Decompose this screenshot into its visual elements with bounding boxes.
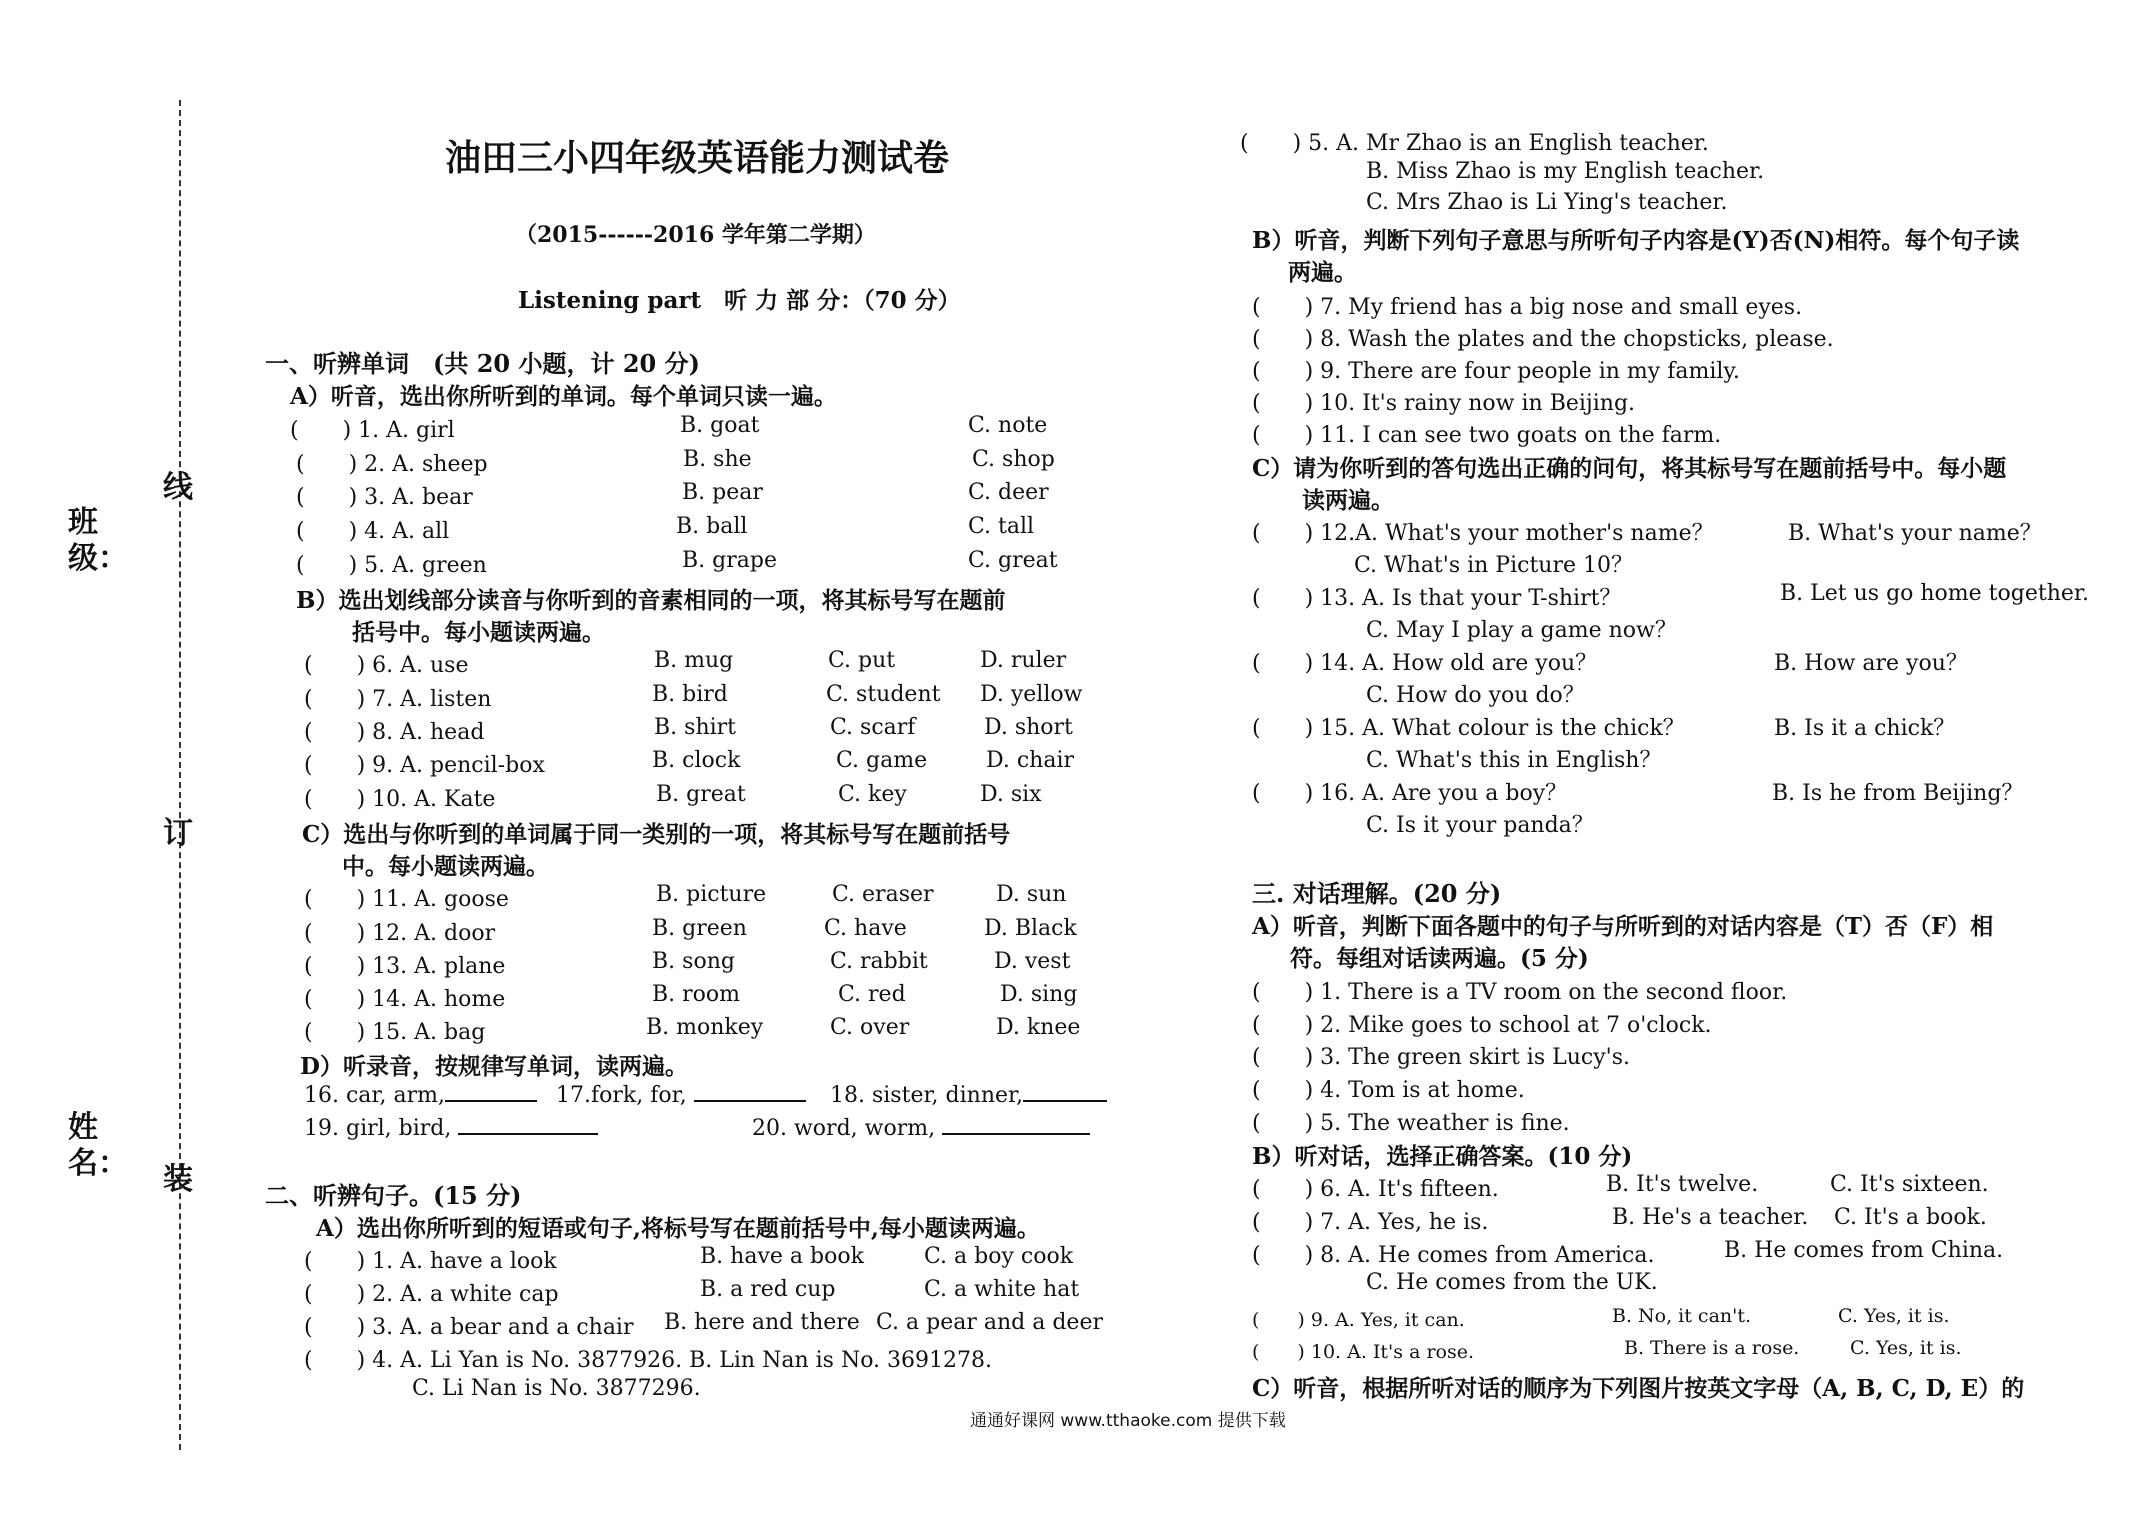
option-c: C. red <box>838 982 906 1007</box>
question-11: ( ) 11. A. goose <box>304 887 509 912</box>
section-3a-instruction-cont: 符。每组对话读两遍。(5 分) <box>1290 945 1589 972</box>
option-c: C. What's this in English？ <box>1366 748 1662 773</box>
answer-blank[interactable] <box>1023 1082 1107 1102</box>
page-title: 油田三小四年级英语能力测试卷 <box>445 137 950 179</box>
question-16-text: 16. car, arm, <box>304 1083 445 1108</box>
option-c: C. rabbit <box>830 949 928 974</box>
binding-char-line: 线 <box>163 470 193 505</box>
class-label: 班级： <box>68 505 128 576</box>
question-8: ( ) 8. A. head <box>304 720 485 745</box>
option-d: D. sing <box>1000 982 1078 1007</box>
question-1: ( ) 1. A. have a look <box>304 1249 557 1274</box>
option-b: B. No, it can't. <box>1612 1305 1752 1327</box>
option-b: B. What's your name？ <box>1788 521 2042 546</box>
page-footer: 通通好课网 www.tthaoke.com 提供下载 <box>970 1411 1286 1431</box>
binding-char-order: 订 <box>163 816 193 851</box>
option-c: C. key <box>838 782 907 807</box>
question-14: ( ) 14. A. home <box>304 987 506 1012</box>
question-11: ( ) 11. I can see two goats on the farm. <box>1252 423 1722 448</box>
section-2b-instruction-cont: 两遍。 <box>1288 259 1357 286</box>
option-c: C. What's in Picture 10？ <box>1354 553 1633 578</box>
question-12: ( ) 12.A. What's your mother's name？ <box>1252 521 1714 546</box>
question-20-text: 20. word, worm, <box>752 1116 936 1141</box>
question-2: ( ) 2. Mike goes to school at 7 o'clock. <box>1252 1013 1712 1038</box>
option-c: C. game <box>836 748 928 773</box>
option-c: C. great <box>968 548 1058 573</box>
question-3: ( ) 3. A. bear <box>296 485 473 510</box>
answer-blank[interactable] <box>694 1082 806 1102</box>
section-3a-instruction: A）听音，判断下面各题中的句子与所听到的对话内容是（T）否（F）相 <box>1252 913 1994 940</box>
option-b: B. There is a rose. <box>1624 1337 1800 1359</box>
section-3c-instruction: C）听音，根据所听对话的顺序为下列图片按英文字母（A, B, C, D, E）的 <box>1252 1375 2025 1402</box>
option-b: B. grape <box>682 548 777 573</box>
option-b: B. here and there <box>664 1310 860 1335</box>
option-d: D. yellow <box>980 682 1083 707</box>
option-b: B. picture <box>656 882 767 907</box>
question-7: ( ) 7. My friend has a big nose and small eyes. <box>1252 295 1803 320</box>
question-17-text: 17.fork, for, <box>556 1083 687 1108</box>
option-b: B. great <box>656 782 746 807</box>
question-19 <box>304 1115 598 1141</box>
question-15: ( ) 15. A. bag <box>304 1020 486 1045</box>
question-16: ( ) 16. A. Are you a boy？ <box>1252 781 1568 806</box>
answer-blank[interactable] <box>445 1082 537 1102</box>
question-14: ( ) 14. A. How old are you？ <box>1252 651 1598 676</box>
question-9: ( ) 9. A. Yes, it can. <box>1252 1309 1465 1331</box>
question-1: ( ) 1. A. girl <box>290 418 455 443</box>
option-d: D. ruler <box>980 648 1067 673</box>
answer-blank[interactable] <box>942 1115 1090 1135</box>
section-1-title: 一、听辨单词 (共 20 小题，计 20 分) <box>265 349 700 378</box>
option-d: D. vest <box>994 949 1071 974</box>
option-c: C. May I play a game now？ <box>1366 618 1677 643</box>
option-d: D. six <box>980 782 1042 807</box>
question-15: ( ) 15. A. What colour is the chick？ <box>1252 716 1685 741</box>
name-label: 姓名： <box>68 1110 128 1181</box>
option-b: B. room <box>652 982 741 1007</box>
question-10: ( ) 10. It's rainy now in Beijing. <box>1252 391 1636 416</box>
question-20 <box>752 1115 1090 1141</box>
section-2c-instruction: C）请为你听到的答句选出正确的问句，将其标号写在题前括号中。每小题 <box>1252 455 2007 482</box>
option-c: C. over <box>830 1015 910 1040</box>
section-1a-instruction: A）听音，选出你所听到的单词。每个单词只读一遍。 <box>290 383 837 410</box>
section-2b-instruction: B）听音，判断下列句子意思与所听句子内容是(Y)否(N)相符。每个句子读 <box>1252 227 2020 254</box>
option-d: D. Black <box>984 916 1077 941</box>
option-b: B. bird <box>652 682 728 707</box>
part-heading: Listening part 听 力 部 分：（70 分） <box>518 287 961 314</box>
option-b: B. How are you？ <box>1774 651 1968 676</box>
option-c: C. a boy cook <box>924 1244 1074 1269</box>
question-8: ( ) 8. Wash the plates and the chopsticks, please. <box>1252 327 1834 352</box>
section-2-title: 二、听辨句子。(15 分) <box>265 1181 522 1210</box>
option-c: C. eraser <box>832 882 934 907</box>
question-16 <box>304 1082 537 1108</box>
option-b: B. a red cup <box>700 1277 836 1302</box>
term-subtitle: （2015------2016 学年第二学期） <box>515 222 876 248</box>
option-c: C. It's sixteen. <box>1830 1172 1989 1197</box>
binding-char-bind: 装 <box>163 1162 193 1197</box>
option-b: B. shirt <box>654 715 737 740</box>
section-1c-instruction: C）选出与你听到的单词属于同一类别的一项，将其标号写在题前括号 <box>302 821 1011 848</box>
section-1b-instruction: B）选出划线部分读音与你听到的音素相同的一项，将其标号写在题前 <box>296 587 1006 614</box>
section-1b-instruction-cont: 括号中。每小题读两遍。 <box>352 619 605 646</box>
option-c: C. Is it your panda？ <box>1366 813 1594 838</box>
question-4: ( ) 4. A. all <box>296 519 450 544</box>
option-c: C. tall <box>968 514 1035 539</box>
option-b: B. He comes from China. <box>1724 1238 2004 1263</box>
question-4: ( ) 4. A. Li Yan is No. 3877926. B. Lin Nan is No. 3691278. <box>304 1348 993 1373</box>
option-b: B. green <box>652 916 747 941</box>
option-c: C. Mrs Zhao is Li Ying's teacher. <box>1366 190 1728 215</box>
option-b: B. Is he from Beijing？ <box>1772 781 2024 806</box>
question-7: ( ) 7. A. Yes, he is. <box>1252 1210 1489 1235</box>
question-13: ( ) 13. A. Is that your T-shirt？ <box>1252 586 1622 611</box>
option-b: B. ball <box>676 514 748 539</box>
section-1d-instruction: D）听录音，按规律写单词，读两遍。 <box>300 1053 688 1080</box>
option-c: C. have <box>824 916 907 941</box>
question-18 <box>830 1082 1107 1108</box>
question-5: ( ) 5. A. Mr Zhao is an English teacher. <box>1240 131 1709 156</box>
section-2c-instruction-cont: 读两遍。 <box>1302 487 1394 514</box>
question-7: ( ) 7. A. listen <box>304 687 492 712</box>
option-c: C. deer <box>968 480 1049 505</box>
option-c: C. scarf <box>830 715 916 740</box>
option-b: B. It's twelve. <box>1606 1172 1759 1197</box>
option-d: D. sun <box>996 882 1067 907</box>
option-c: C. shop <box>972 447 1055 472</box>
option-b: B. Miss Zhao is my English teacher. <box>1366 159 1765 184</box>
option-b: B. have a book <box>700 1244 864 1269</box>
option-b: B. Let us go home together. <box>1780 581 2089 606</box>
section-2a-instruction: A）选出你所听到的短语或句子,将标号写在题前括号中,每小题读两遍。 <box>316 1215 1040 1242</box>
binding-dashed-line <box>179 100 181 1450</box>
question-3: ( ) 3. The green skirt is Lucy's. <box>1252 1045 1630 1070</box>
question-5: ( ) 5. A. green <box>296 553 487 578</box>
option-d: D. knee <box>996 1015 1081 1040</box>
question-5: ( ) 5. The weather is fine. <box>1252 1111 1570 1136</box>
question-6: ( ) 6. A. It's fifteen. <box>1252 1177 1499 1202</box>
question-8: ( ) 8. A. He comes from America. <box>1252 1243 1655 1268</box>
option-c: C. Li Nan is No. 3877296. <box>412 1376 701 1401</box>
option-c: C. Yes, it is. <box>1850 1337 1962 1359</box>
option-c: C. student <box>826 682 941 707</box>
option-c: C. a pear and a deer <box>876 1310 1103 1335</box>
option-c: C. It's a book. <box>1834 1205 1987 1230</box>
option-c: C. Yes, it is. <box>1838 1305 1950 1327</box>
question-1: ( ) 1. There is a TV room on the second floor. <box>1252 980 1788 1005</box>
question-19-text: 19. girl, bird, <box>304 1116 452 1141</box>
question-12: ( ) 12. A. door <box>304 921 496 946</box>
answer-blank[interactable] <box>458 1115 598 1135</box>
question-2: ( ) 2. A. a white cap <box>304 1282 559 1307</box>
option-c: C. How do you do？ <box>1366 683 1585 708</box>
question-6: ( ) 6. A. use <box>304 653 469 678</box>
option-b: B. song <box>652 949 735 974</box>
question-17 <box>556 1082 806 1108</box>
option-b: B. He's a teacher. <box>1612 1205 1809 1230</box>
section-3b-instruction: B）听对话，选择正确答案。(10 分) <box>1252 1143 1633 1170</box>
question-9: ( ) 9. A. pencil-box <box>304 753 545 778</box>
question-10: ( ) 10. A. Kate <box>304 787 496 812</box>
option-b: B. clock <box>652 748 741 773</box>
option-c: C. a white hat <box>924 1277 1080 1302</box>
question-3: ( ) 3. A. a bear and a chair <box>304 1315 634 1340</box>
option-c: C. put <box>828 648 896 673</box>
option-b: B. goat <box>680 413 760 438</box>
question-4: ( ) 4. Tom is at home. <box>1252 1078 1525 1103</box>
question-18-text: 18. sister, dinner, <box>830 1083 1024 1108</box>
option-b: B. mug <box>654 648 734 673</box>
option-b: B. pear <box>682 480 763 505</box>
question-10: ( ) 10. A. It's a rose. <box>1252 1341 1474 1363</box>
question-2: ( ) 2. A. sheep <box>296 452 488 477</box>
section-1c-instruction-cont: 中。每小题读两遍。 <box>342 853 549 880</box>
option-b: B. monkey <box>646 1015 764 1040</box>
option-c: C. note <box>968 413 1048 438</box>
question-13: ( ) 13. A. plane <box>304 954 506 979</box>
option-d: D. short <box>984 715 1073 740</box>
section-3-title: 三. 对话理解。(20 分) <box>1252 879 1502 908</box>
option-d: D. chair <box>986 748 1074 773</box>
question-9: ( ) 9. There are four people in my family. <box>1252 359 1740 384</box>
option-b: B. Is it a chick？ <box>1774 716 1956 741</box>
option-c: C. He comes from the UK. <box>1366 1270 1658 1295</box>
option-b: B. she <box>683 447 752 472</box>
